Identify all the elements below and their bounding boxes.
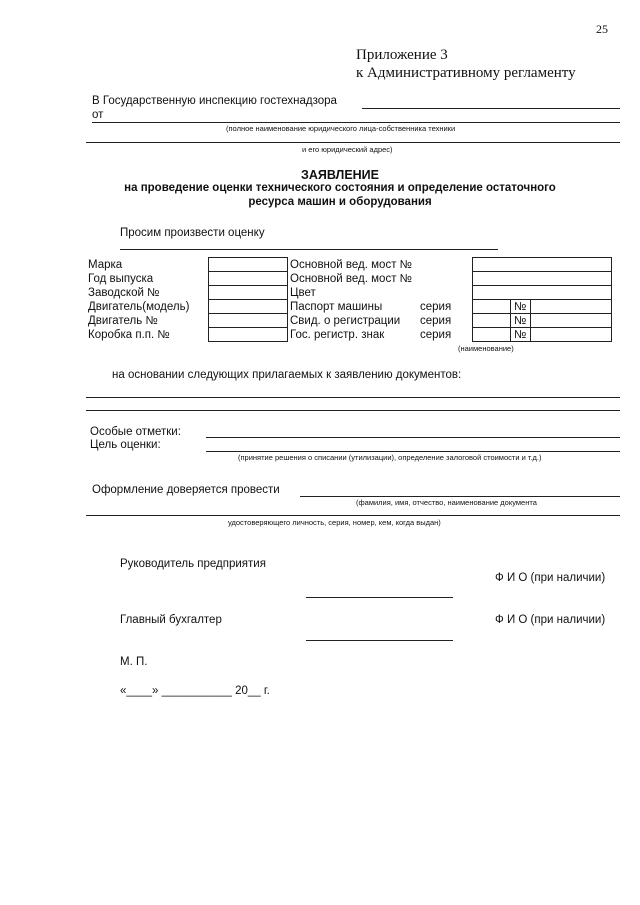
entrust-line2[interactable] <box>86 515 620 516</box>
basis-line1[interactable] <box>86 397 620 398</box>
basis-line2[interactable] <box>86 410 620 411</box>
addressee-from-line[interactable] <box>92 122 620 123</box>
addressee-line2[interactable] <box>86 142 620 143</box>
stamp-label: М. П. <box>120 656 148 668</box>
label-dvigatel-nomer: Двигатель № <box>88 315 158 327</box>
label-seriya-3: серия <box>420 329 452 341</box>
accountant-label: Главный бухгалтер <box>120 614 222 626</box>
label-korobka: Коробка п.п. № <box>88 329 170 341</box>
grid-line <box>472 271 612 272</box>
grid-line <box>472 313 612 314</box>
naimenovanie-caption: (наименование) <box>458 344 514 353</box>
head-signature-line[interactable] <box>306 597 453 598</box>
basis-text: на основании следующих прилагаемых к заявлению документов: <box>112 369 462 381</box>
special-marks-label: Особые отметки: <box>90 426 181 438</box>
grid-line <box>472 299 612 300</box>
label-most2: Основной вед. мост № <box>290 273 412 285</box>
label-nomer-2: № <box>514 315 527 327</box>
head-label: Руководитель предприятия <box>120 558 266 570</box>
request-text: Просим произвести оценку <box>120 227 265 239</box>
addressee-caption2: и его юридический адрес) <box>302 145 393 154</box>
entrust-label: Оформление доверяется провести <box>92 484 280 496</box>
accountant-signature-line[interactable] <box>306 640 453 641</box>
label-pasport: Паспорт машины <box>290 301 383 313</box>
grid-line <box>208 271 288 272</box>
addressee-to-line[interactable] <box>362 108 620 109</box>
label-svidetelstvo: Свид. о регистрации <box>290 315 401 327</box>
addressee-caption1: (полное наименование юридического лица-собственника техники <box>226 124 456 133</box>
purpose-caption: (принятие решения о списании (утилизации), определение залоговой стоимости и т.д.) <box>238 453 542 462</box>
grid-line <box>208 299 288 300</box>
fio-label-1: Ф И О (при наличии) <box>495 572 606 584</box>
grid-line <box>208 285 288 286</box>
request-line[interactable] <box>120 249 498 250</box>
entrust-caption2: удостоверяющего личность, серия, номер, кем, когда выдан) <box>228 518 441 527</box>
entrust-line1[interactable] <box>300 496 620 497</box>
label-dvigatel-model: Двигатель(модель) <box>88 301 190 313</box>
label-marka: Марка <box>88 259 123 271</box>
label-god-vypuska: Год выпуска <box>88 273 154 285</box>
page-number: 25 <box>596 22 608 36</box>
label-nomer-3: № <box>514 329 527 341</box>
grid-line <box>472 327 612 328</box>
fio-label-2: Ф И О (при наличии) <box>495 614 606 626</box>
entrust-caption1: (фамилия, имя, отчество, наименование документа <box>356 498 537 507</box>
addressee-from: от <box>92 109 104 121</box>
addressee-to: В Государственную инспекцию гостехнадзора <box>92 95 337 107</box>
grid-line <box>472 285 612 286</box>
label-most1: Основной вед. мост № <box>290 259 412 271</box>
label-seriya-2: серия <box>420 315 452 327</box>
grid-line <box>510 299 511 342</box>
title-sub1: на проведение оценки технического состояния и определение остаточного <box>124 182 556 194</box>
special-marks-line[interactable] <box>206 437 620 438</box>
label-seriya-1: серия <box>420 301 452 313</box>
appendix-line2: к Административному регламенту <box>356 65 576 81</box>
grid-line <box>208 313 288 314</box>
label-nomer-1: № <box>514 301 527 313</box>
grid-line <box>208 327 288 328</box>
purpose-label: Цель оценки: <box>90 439 161 451</box>
date-line[interactable]: «____» ___________ 20__ г. <box>120 685 270 697</box>
purpose-line[interactable] <box>206 451 620 452</box>
label-cvet: Цвет <box>290 287 316 299</box>
grid-line <box>530 299 531 342</box>
appendix-line1: Приложение 3 <box>356 47 448 63</box>
label-gos-znak: Гос. регистр. знак <box>290 329 385 341</box>
title-heading: ЗАЯВЛЕНИЕ <box>300 168 379 182</box>
label-zavodskoy-nomer: Заводской № <box>88 287 160 299</box>
title-sub2: ресурса машин и оборудования <box>248 196 432 208</box>
